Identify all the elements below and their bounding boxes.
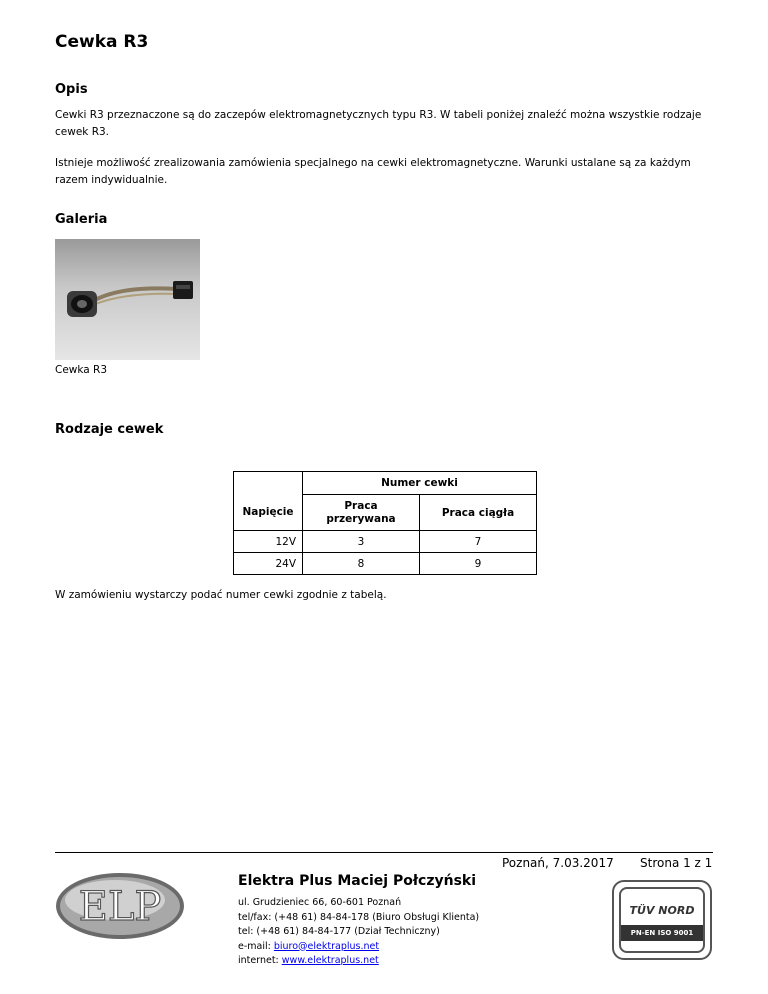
intermittent-cell: 8	[303, 553, 420, 575]
opis-p1-line2: cewek R3.	[55, 126, 110, 138]
footer-divider	[55, 852, 713, 853]
company-email-row: e-mail: biuro@elektraplus.net	[238, 940, 380, 952]
opis-paragraph-1	[55, 107, 715, 141]
opis-p2-line2: razem indywidualnie.	[55, 174, 168, 186]
table-row	[234, 553, 537, 575]
order-note: W zamówieniu wystarczy podać numer cewki zgodnie z tabelą.	[55, 589, 387, 601]
table-col-header-continuous: Praca ciągła	[420, 495, 537, 531]
opis-p2-line1: Istnieje możliwość zrealizowania zamówienia specjalnego na cewki elektromagnetyczne. Warunki ustalane są za każdym	[55, 157, 691, 169]
company-telfax: tel/fax: (+48 61) 84-84-178 (Biuro Obsługi Klienta)	[238, 911, 480, 923]
section-heading-galeria: Galeria	[55, 212, 108, 227]
table-header-row-2	[234, 495, 537, 531]
opis-p1-line1: Cewki R3 przeznaczone są do zaczepów elektromagnetycznych typu R3. W tabeli poniżej znaleźć można wszystkie rodzaje	[55, 109, 702, 121]
website-link[interactable]: www.elektraplus.net	[281, 955, 379, 966]
table-group-header: Numer cewki	[303, 472, 537, 495]
company-name: Elektra Plus Maciej Połczyński	[238, 873, 477, 889]
table-row-header-voltage: Napięcie	[234, 495, 303, 531]
section-heading-opis: Opis	[55, 82, 88, 97]
footer-page-number: Strona 1 z 1	[640, 856, 713, 870]
opis-paragraph-2	[55, 155, 715, 189]
company-tel: tel: (+48 61) 84-84-177 (Dział Techniczny)	[238, 926, 440, 937]
cert-name: TÜV NORD	[629, 904, 695, 917]
table-header-row-1	[234, 472, 537, 495]
voltage-cell: 12V	[234, 531, 303, 553]
continuous-cell: 9	[420, 553, 537, 575]
footer-place-date: Poznań, 7.03.2017	[502, 856, 614, 870]
coil-photo-illustration	[55, 239, 200, 360]
company-address: ul. Grudzieniec 66, 60-601 Poznań	[238, 897, 402, 908]
gallery-caption: Cewka R3	[55, 364, 108, 376]
continuous-cell: 7	[420, 531, 537, 553]
table-row	[234, 531, 537, 553]
tuv-certificate-badge	[612, 880, 712, 960]
logo-lettering: ELP	[78, 884, 162, 930]
intermittent-cell: 3	[303, 531, 420, 553]
coil-types-table	[233, 471, 537, 575]
voltage-cell: 24V	[234, 553, 303, 575]
company-logo	[55, 872, 185, 940]
table-col-header-intermittent: Praca przerywana	[303, 495, 420, 531]
table-corner-cell	[234, 472, 303, 495]
coil-photo[interactable]	[55, 239, 200, 360]
section-heading-rodzaje: Rodzaje cewek	[55, 422, 164, 437]
page-title: Cewka R3	[55, 32, 149, 52]
email-link[interactable]: biuro@elektraplus.net	[273, 940, 380, 952]
company-contact	[238, 896, 479, 969]
cert-standard: PN-EN ISO 9001	[621, 925, 703, 941]
company-web-row: internet: www.elektraplus.net	[238, 955, 379, 966]
